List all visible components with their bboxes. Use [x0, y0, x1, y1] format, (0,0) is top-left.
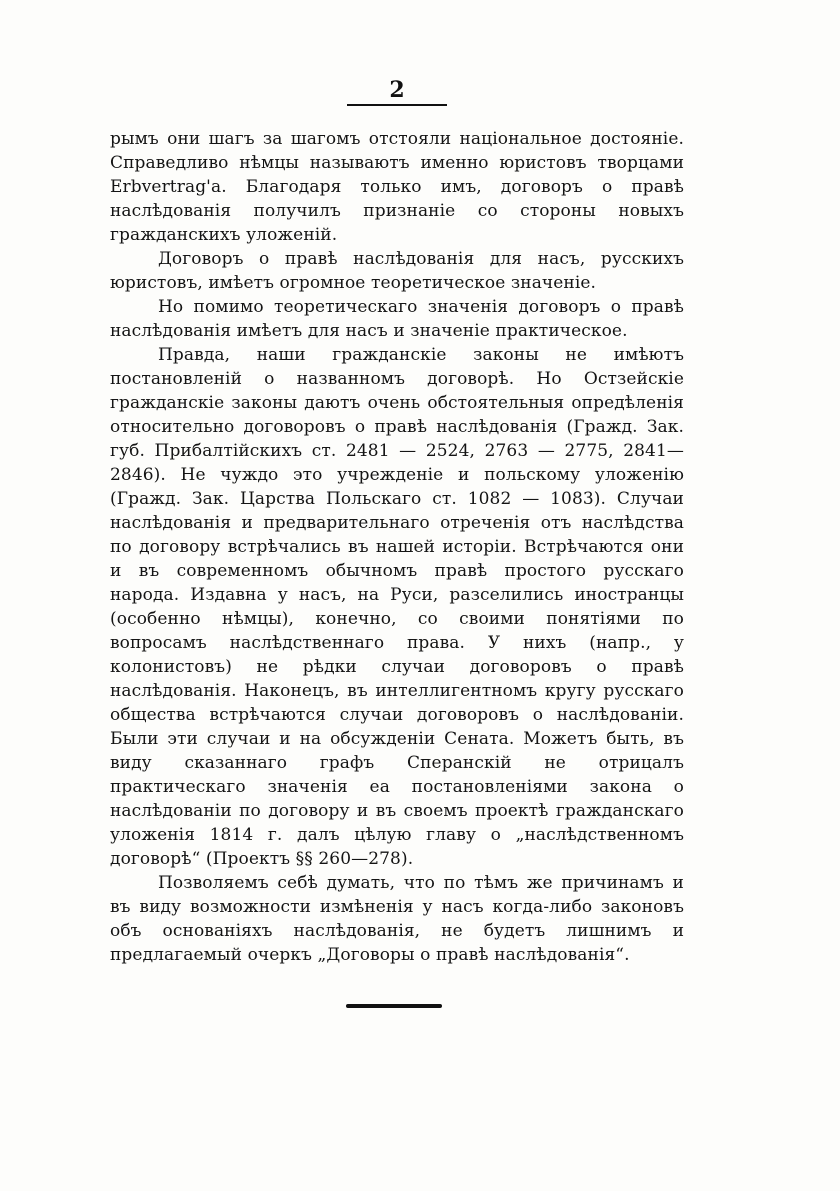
paragraph-4: Правда, наши гражданскіе законы не имѣютъ постановленій о названномъ договорѣ. Но Остзейскіе гражданскіе законы даютъ очень обстоятельныя опредѣленія относительно договоровъ о правѣ наслѣдованія (Гражд. Зак. губ. Прибалтійскихъ ст. 2481 — 2524, 2763 — 2775, 2841—2846). Не чуждо это учрежденіе и польскому уложенію (Гражд. Зак. Царства Польскаго ст. 1082 — 1083). Случаи наслѣдованія и предварительнаго отреченія отъ наслѣдства по договору встрѣчались въ нашей исторіи. Встрѣчаются они и въ современномъ обычномъ правѣ простого русскаго народа. Издавна у насъ, на Руси, разселились иностранцы (особенно нѣмцы), конечно, со своими понятіями по вопросамъ наслѣдственнаго права. У нихъ (напр., у колонистовъ) не рѣдки случаи договоровъ о правѣ наслѣдованія. Наконецъ, въ интеллигентномъ кругу русскаго общества встрѣчаются случаи договоровъ о наслѣдованіи. Были эти случаи и на обсужденіи Сената. Можетъ быть, въ виду сказаннаго графъ Сперанскій не отрицалъ практическаго значенія ea постановленіями закона о наслѣдованіи по договору и въ своемъ проектѣ гражданскаго уложенія 1814 г. далъ цѣлую главу о „наслѣдственномъ договорѣ“ (Проектъ §§ 260—278). — [110, 345, 684, 869]
paragraph-5: Позволяемъ себѣ думать, что по тѣмъ же причинамъ и въ виду возможности измѣненія у насъ когда-либо законовъ объ основаніяхъ наслѣдованія, не будетъ лишнимъ и предлагаемый очеркъ „Договоры о правѣ наслѣдованія“. — [110, 873, 684, 965]
header-rule — [347, 104, 447, 106]
paragraph-3: Но помимо теоретическаго значенія договоръ о правѣ наслѣдованія имѣетъ для насъ и значеніе практическое. — [110, 297, 684, 341]
page-number: 2 — [389, 77, 405, 103]
paragraph-1: рымъ они шагъ за шагомъ отстояли національное достояніе. Справедливо нѣмцы называютъ именно юристовъ творцами Erbvertrag'a. Благодаря только имъ, договоръ о правѣ наслѣдованія получилъ признаніе со стороны новыхъ гражданскихъ уложеній. — [110, 129, 684, 245]
end-ornament-rule — [346, 1004, 442, 1008]
paragraph-2: Договоръ о правѣ наслѣдованія для насъ, русскихъ юристовъ, имѣетъ огромное теоретическое значеніе. — [110, 249, 684, 293]
body-text — [110, 127, 684, 967]
page-header — [347, 78, 447, 106]
